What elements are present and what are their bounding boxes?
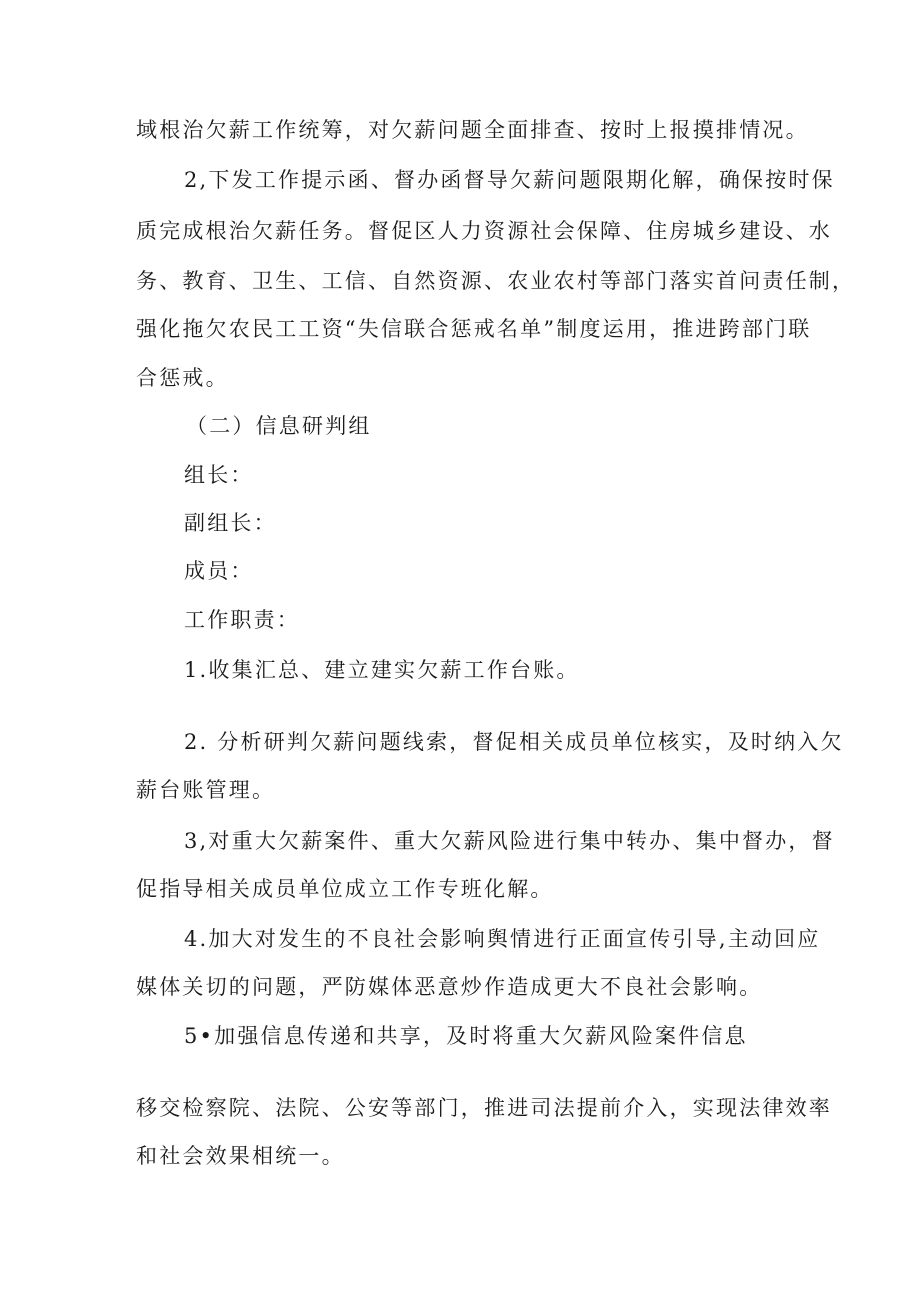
section-heading: （二）信息研判组 [186, 414, 372, 438]
field-label-members: 成员： [184, 559, 254, 583]
field-label-deputy-leader: 副组长： [184, 511, 277, 535]
paragraph-line: 4.加大对发生的不良社会影响舆情进行正面宣传引导,主动回应 [184, 927, 821, 951]
paragraph-line: 5•加强信息传递和共享，及时将重大欠薪风险案件信息 [184, 1024, 748, 1048]
paragraph-line: 2. 分析研判欠薪问题线索，督促相关成员单位核实，及时纳入欠 [184, 730, 844, 754]
paragraph-line: 媒体关切的问题，严防媒体恶意炒作造成更大不良社会影响。 [136, 975, 763, 999]
paragraph-line: 移交检察院、法院、公安等部门，推进司法提前介入，实现法律效率 [136, 1096, 832, 1120]
paragraph-line: 务、教育、卫生、工信、自然资源、农业农村等部门落实首问责任制， [136, 269, 856, 293]
paragraph-line: 2,下发工作提示函、督办函督导欠薪问题限期化解，确保按时保 [184, 168, 835, 192]
field-label-leader: 组长： [184, 463, 254, 487]
paragraph-line: 域根治欠薪工作统筹，对欠薪问题全面排查、按时上报摸排情况。 [136, 118, 809, 142]
paragraph-line: 质完成根治欠薪任务。督促区人力资源社会保障、住房城乡建设、水 [136, 219, 832, 243]
paragraph-line: 强化拖欠农民工工资“失信联合惩戒名单”制度运用，推进跨部门联 [136, 317, 812, 341]
field-label-duties: 工作职责： [184, 608, 300, 632]
paragraph-line: 3,对重大欠薪案件、重大欠薪风险进行集中转办、集中督办，督 [184, 829, 835, 853]
paragraph-line: 1.收集汇总、建立建实欠薪工作台账。 [184, 658, 580, 682]
paragraph-line: 和社会效果相统一。 [136, 1144, 345, 1168]
paragraph-line: 合惩戒。 [136, 366, 229, 390]
paragraph-line: 促指导相关成员单位成立工作专班化解。 [136, 877, 554, 901]
paragraph-line: 薪台账管理。 [136, 778, 276, 802]
